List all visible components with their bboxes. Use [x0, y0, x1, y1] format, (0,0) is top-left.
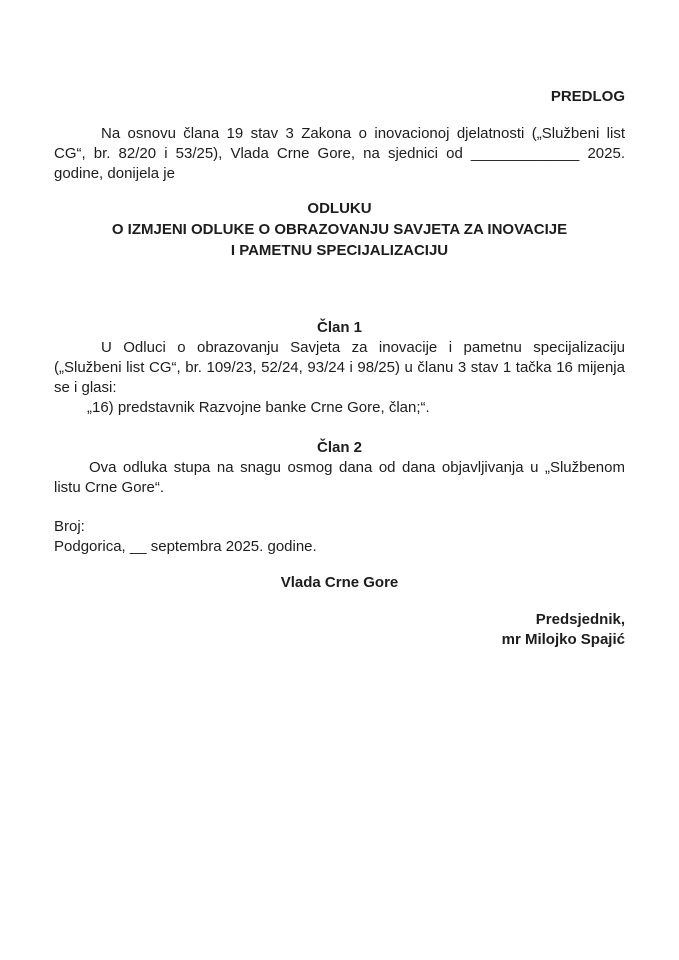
article2-heading: Član 2 — [316, 439, 362, 456]
decision-title-line2: O IZMJENI ODLUKE O OBRAZOVANJU SAVJETA ZA INOVACIJE — [111, 221, 568, 238]
article1-amended-item: „16) predstavnik Razvojne banke Crne Gore, član;“. — [87, 399, 430, 416]
preamble-paragraph: Na osnovu člana 19 stav 3 Zakona o inovacionoj djelatnosti („Službeni list CG“, br. 82/20 i 53/25), Vlada Crne Gore, na sjednici od _____________ 2025. godine, donijela je — [54, 125, 625, 182]
document-status-label: PREDLOG — [550, 88, 625, 105]
article1-body: U Odluci o obrazovanju Savjeta za inovacije i pametnu specijalizaciju („Službeni list CG“, br. 109/23, 52/24, 93/24 i 98/25) u članu 3 stav 1 tačka 16 mijenja se i glasi: — [54, 339, 625, 396]
document-number-line: Broj: — [54, 518, 85, 535]
decision-title-line1: ODLUKU — [307, 200, 372, 217]
signature-name: mr Milojko Spajić — [501, 631, 625, 648]
signature-title: Predsjednik, — [535, 611, 625, 628]
signature-block — [54, 610, 625, 650]
article2-body: Ova odluka stupa na snagu osmog dana od dana objavljivanja u „Službenom listu Crne Gore“. — [54, 459, 625, 496]
decision-title-line3: I PAMETNU SPECIJALIZACIJU — [230, 242, 449, 259]
document-meta-block — [54, 517, 625, 557]
article1-heading: Član 1 — [316, 319, 362, 336]
place-date-line: Podgorica, __ septembra 2025. godine. — [54, 538, 317, 555]
issuer-line: Vlada Crne Gore — [280, 574, 399, 591]
decision-title — [54, 198, 625, 261]
